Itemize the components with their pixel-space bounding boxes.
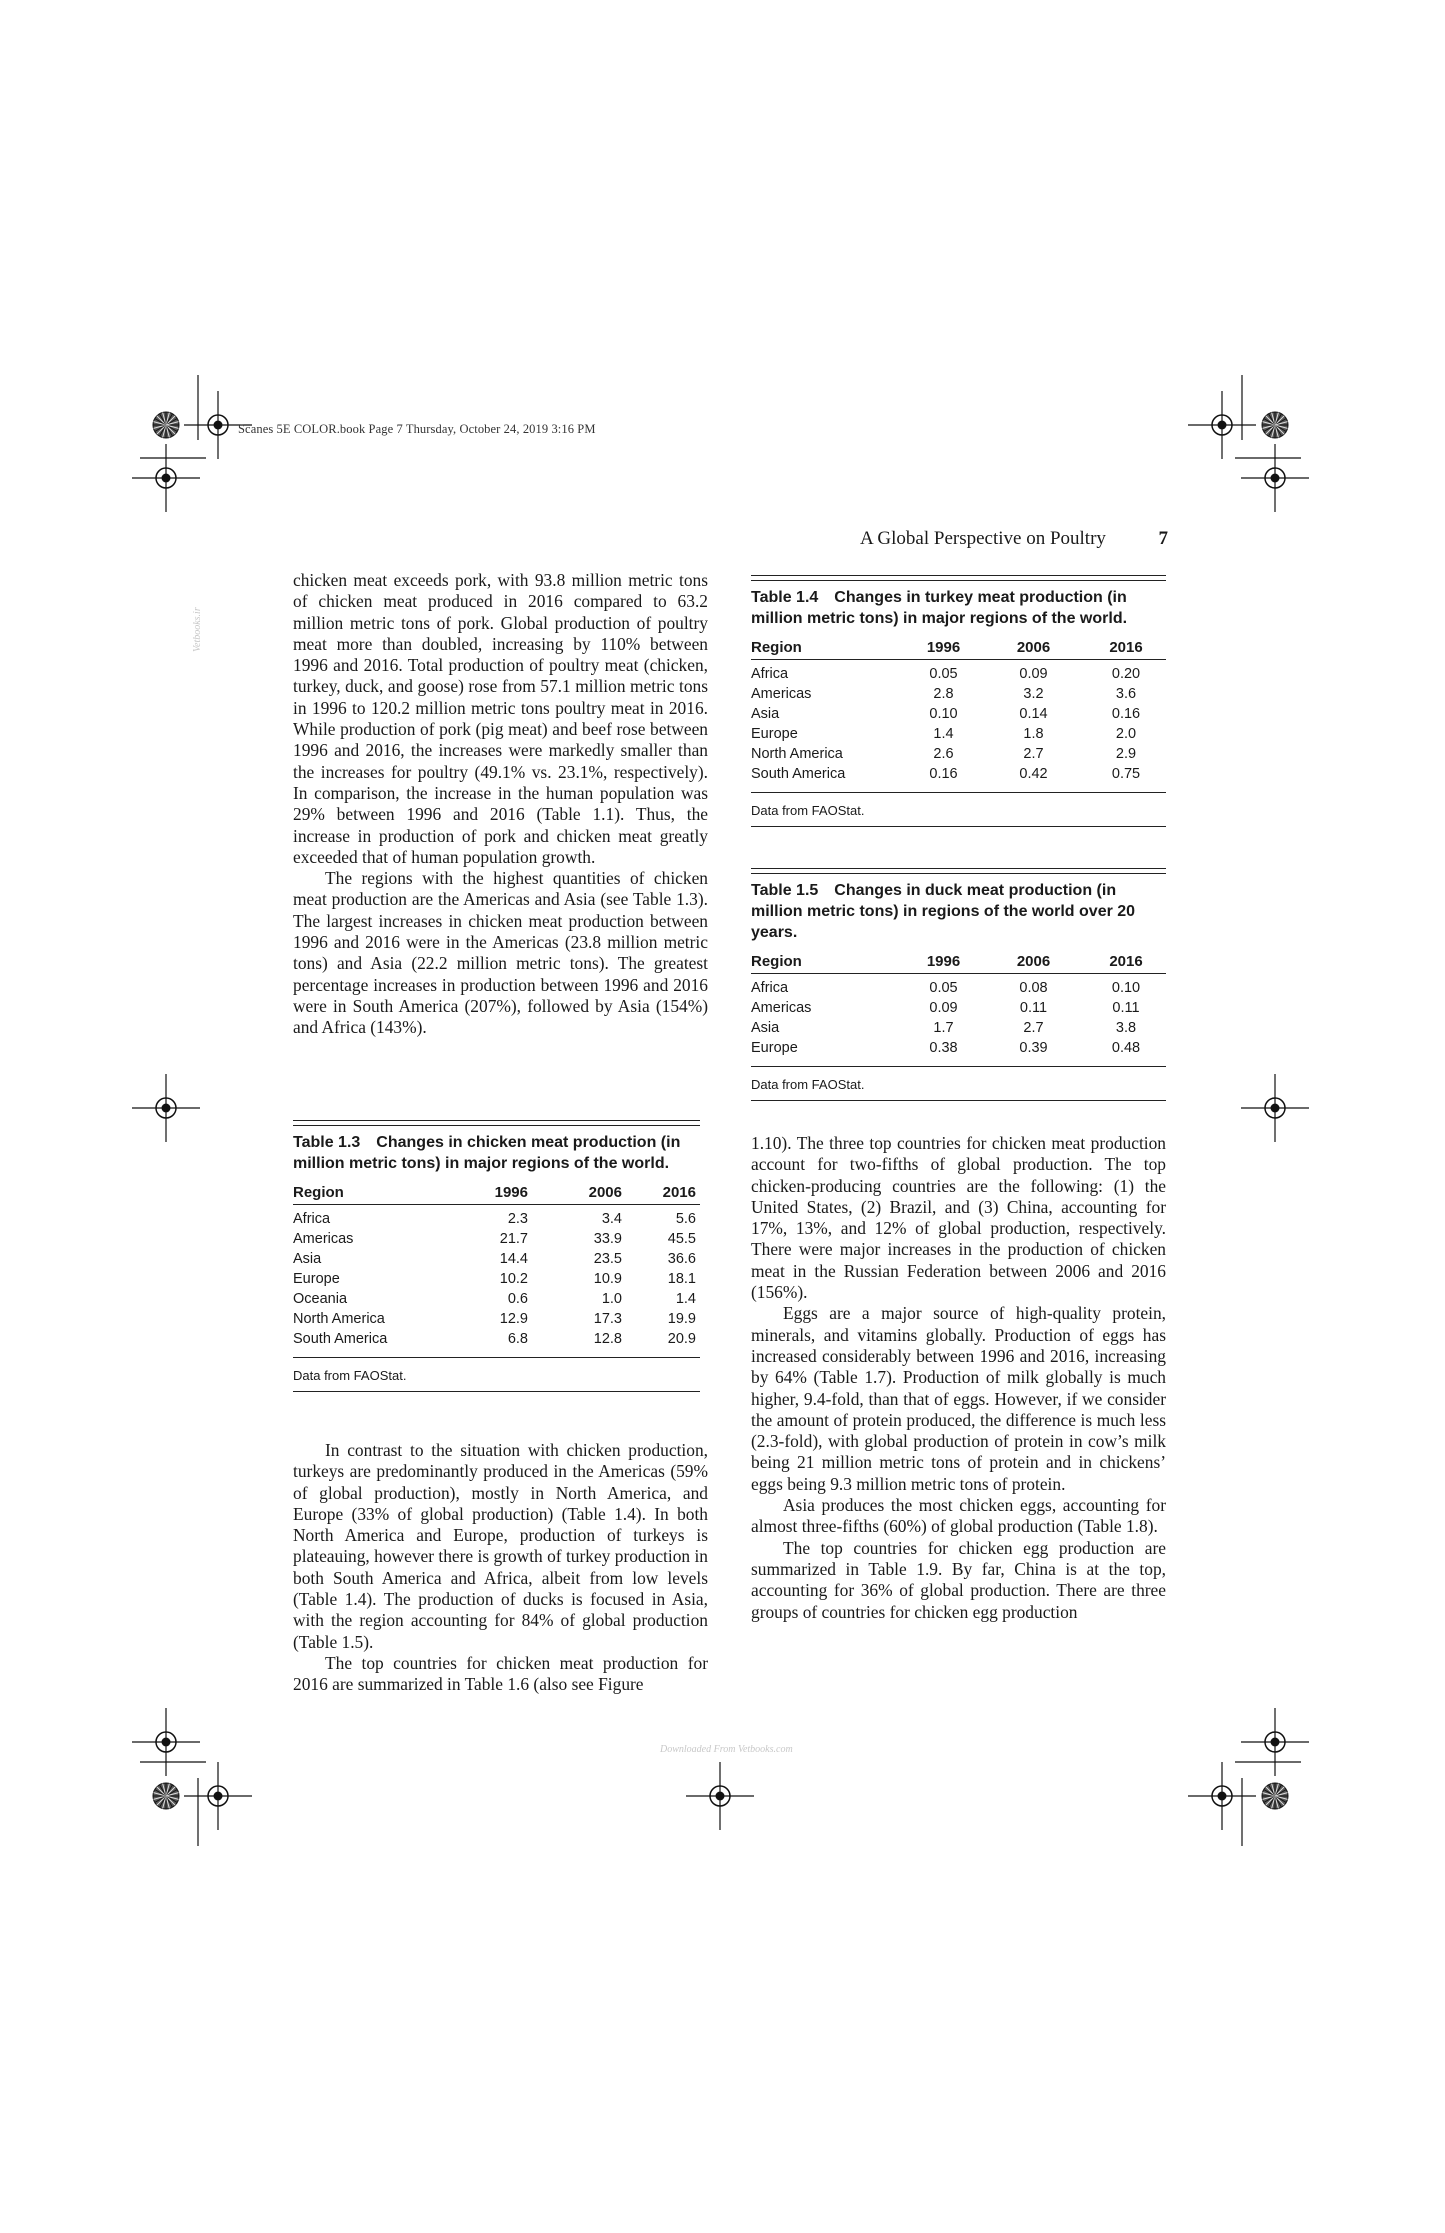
star-target-mark: [1262, 1783, 1288, 1809]
paragraph: Asia produces the most chicken eggs, accounting for almost three-fifths (60%) of global production (Table 1.8).: [751, 1495, 1166, 1537]
column-header-year: 2016: [1086, 953, 1166, 974]
table-caption-text: Changes in chicken meat production (in million metric tons) in major regions of the world.: [293, 1134, 681, 1172]
value-cell: 3.2: [1023, 686, 1044, 702]
value-cell: 2.0: [1115, 726, 1137, 742]
running-head: [860, 528, 1168, 550]
table-caption: [751, 880, 1166, 943]
value-cell: 18.1: [667, 1271, 696, 1287]
column-header-region: Region: [751, 639, 906, 660]
region-cell: Americas: [293, 1231, 354, 1247]
registration-mark: [1241, 1708, 1309, 1776]
paragraph: Eggs are a major source of high-quality protein, minerals, and vitamins globally. Production of eggs has increased considerably between 1996 and 2016, increasing by 64% (Table 1.7). Production of milk globally is much higher, 9.4-fold, than that of eggs. However, if we consider the amount of protein produced, the difference is much less (2.3-fold), with global production of protein in cow’s milk being 21 million metric tons of protein and in chickens’ eggs being 9.3 million metric tons of protein.: [751, 1303, 1166, 1494]
column-header-year: 2006: [532, 1184, 626, 1205]
table-source: Data from FAOStat.: [751, 1066, 1166, 1101]
value-cell: 36.6: [667, 1251, 696, 1267]
region-cell: North America: [751, 746, 843, 762]
value-cell: 45.5: [667, 1231, 696, 1247]
column-header-year: 2016: [1086, 639, 1166, 660]
value-cell: 2.6: [933, 746, 954, 762]
table-1-5: [751, 868, 1166, 1101]
value-cell: 1.0: [601, 1291, 622, 1307]
paragraph: In contrast to the situation with chicken production, turkeys are predominantly produced in the Americas (59% of global production), mostly in North America, and Europe (33% of global production) (Table 1.4). In both North America and Europe, production of turkeys is plateauing, however there is growth of turkey production in both South America and Africa, albeit from low levels (Table 1.4). The production of ducks is focused in Asia, with the region accounting for 84% of global production (Table 1.5).: [293, 1440, 708, 1652]
value-cell: 0.42: [1019, 766, 1048, 782]
value-cell: 1.4: [675, 1291, 696, 1307]
table-1-3: [293, 1120, 700, 1392]
value-cell: 1.4: [933, 726, 954, 742]
value-cell: 0.09: [929, 1000, 958, 1016]
region-cell: Oceania: [293, 1291, 348, 1307]
side-watermark: Vetbooks.ir: [192, 607, 203, 652]
table-caption-text: Changes in turkey meat production (in million metric tons) in major regions of the world.: [751, 589, 1128, 627]
value-cell: 20.9: [667, 1331, 696, 1347]
value-cell: 2.9: [1115, 746, 1137, 762]
table-row: [293, 1289, 700, 1309]
table-row: [751, 1018, 1166, 1038]
column-header-year: 1996: [906, 953, 981, 974]
table-row: [293, 1309, 700, 1329]
value-cell: 21.7: [499, 1231, 528, 1247]
column-header-year: 2016: [626, 1184, 700, 1205]
star-target-mark: [1262, 412, 1288, 438]
value-cell: 10.9: [593, 1271, 622, 1287]
table-row: [751, 1038, 1166, 1058]
value-cell: 14.4: [499, 1251, 528, 1267]
registration-mark: [686, 1762, 754, 1830]
region-cell: Africa: [751, 666, 789, 682]
value-cell: 0.39: [1019, 1040, 1048, 1056]
table-row: [293, 1229, 700, 1249]
value-cell: 17.3: [593, 1311, 622, 1327]
table-1-4: [751, 575, 1166, 827]
registration-mark: [1188, 1762, 1256, 1830]
table-row: [751, 974, 1166, 999]
registration-mark: [132, 444, 200, 512]
page-number: 7: [1158, 528, 1168, 549]
table-rule: [751, 575, 1166, 581]
value-cell: 0.75: [1111, 766, 1141, 782]
value-cell: 0.09: [1019, 666, 1048, 682]
value-cell: 23.5: [593, 1251, 622, 1267]
region-cell: Asia: [751, 706, 780, 722]
data-table: [293, 1184, 700, 1349]
paragraph: 1.10). The three top countries for chicken meat production account for two-fifths of global production. The top chicken-producing countries are the following: (1) the United States, (2) Brazil, and (3) China, accounting for 17%, 13%, and 12% of global production, respectively. There were major increases in the production of chicken meat in the Russian Federation between 2006 and 2016 (156%).: [751, 1133, 1166, 1303]
region-cell: Europe: [293, 1271, 340, 1287]
table-rule: [751, 868, 1166, 874]
table-row: [751, 684, 1166, 704]
table-row: [293, 1329, 700, 1349]
left-column-bottom: [293, 1440, 708, 1696]
table-row: [293, 1205, 700, 1230]
value-cell: 0.38: [929, 1040, 958, 1056]
value-cell: 0.10: [929, 706, 958, 722]
column-header-region: Region: [293, 1184, 418, 1205]
table-row: [751, 764, 1166, 784]
data-table: [751, 639, 1166, 784]
bottom-watermark: Downloaded From Vetbooks.com: [660, 1744, 793, 1755]
table-number: Table 1.4: [751, 589, 819, 606]
table-caption: [293, 1132, 700, 1174]
value-cell: 0.48: [1111, 1040, 1141, 1056]
value-cell: 0.16: [1111, 706, 1141, 722]
value-cell: 12.8: [593, 1331, 622, 1347]
region-cell: Americas: [751, 1000, 812, 1016]
value-cell: 2.7: [1023, 1020, 1044, 1036]
column-header-year: 2006: [981, 953, 1086, 974]
table-row: [293, 1249, 700, 1269]
print-slug: Scanes 5E COLOR.book Page 7 Thursday, October 24, 2019 3:16 PM: [238, 422, 596, 436]
value-cell: 12.9: [499, 1311, 528, 1327]
running-head-title: A Global Perspective on Poultry: [860, 528, 1106, 549]
registration-mark: [132, 1708, 200, 1776]
value-cell: 0.6: [507, 1291, 528, 1307]
value-cell: 10.2: [499, 1271, 528, 1287]
value-cell: 0.05: [929, 666, 958, 682]
value-cell: 2.3: [507, 1211, 528, 1227]
star-target-mark: [153, 1783, 179, 1809]
region-cell: North America: [293, 1311, 385, 1327]
right-column: [751, 1133, 1166, 1623]
region-cell: Africa: [751, 980, 789, 996]
table-row: [751, 744, 1166, 764]
value-cell: 2.8: [933, 686, 954, 702]
table-row: [751, 998, 1166, 1018]
registration-mark: [1241, 1074, 1309, 1142]
data-table: [751, 953, 1166, 1058]
region-cell: Americas: [751, 686, 812, 702]
table-number: Table 1.5: [751, 882, 819, 899]
paragraph: chicken meat exceeds pork, with 93.8 million metric tons of chicken meat produced in 2016 compared to 63.2 million metric tons of pork. Global production of poultry meat more than doubled, increasing by 110% between 1996 and 2016. Total production of poultry meat (chicken, turkey, duck, and goose) rose from 57.1 million metric tons in 1996 to 120.2 million metric tons poultry meat in 2016. While production of pork (pig meat) and beef rose between 1996 and 2016, the increases were markedly smaller than the increases for poultry (49.1% vs. 23.1%, respectively). In comparison, the increase in the human population was 29% between 1996 and 2016 (Table 1.1). Thus, the increase in production of pork and chicken meat greatly exceeded that of human population growth.: [293, 570, 708, 867]
region-cell: Africa: [293, 1211, 331, 1227]
value-cell: 5.6: [675, 1211, 696, 1227]
value-cell: 0.20: [1111, 666, 1141, 682]
value-cell: 0.14: [1019, 706, 1048, 722]
column-header-year: 2006: [981, 639, 1086, 660]
region-cell: South America: [751, 766, 846, 782]
left-column-top: [293, 570, 708, 1039]
region-cell: Asia: [293, 1251, 322, 1267]
registration-mark: [132, 1074, 200, 1142]
registration-mark: [1241, 444, 1309, 512]
table-source: Data from FAOStat.: [293, 1357, 700, 1392]
value-cell: 3.8: [1115, 1020, 1137, 1036]
value-cell: 0.11: [1112, 1000, 1140, 1016]
paragraph: The top countries for chicken egg production are summarized in Table 1.9. By far, China is at the top, accounting for 36% of global production. There are three groups of countries for chicken egg production: [751, 1537, 1166, 1622]
table-row: [751, 724, 1166, 744]
column-header-year: 1996: [906, 639, 981, 660]
value-cell: 0.10: [1111, 980, 1141, 996]
value-cell: 6.8: [507, 1331, 528, 1347]
value-cell: 19.9: [667, 1311, 696, 1327]
value-cell: 3.6: [1115, 686, 1137, 702]
value-cell: 1.7: [933, 1020, 954, 1036]
registration-mark: [1188, 391, 1256, 459]
value-cell: 0.08: [1019, 980, 1048, 996]
table-caption: [751, 587, 1166, 629]
column-header-year: 1996: [418, 1184, 532, 1205]
value-cell: 0.11: [1019, 1000, 1048, 1016]
table-number: Table 1.3: [293, 1134, 361, 1151]
star-target-mark: [153, 412, 179, 438]
table-source: Data from FAOStat.: [751, 792, 1166, 827]
value-cell: 2.7: [1023, 746, 1044, 762]
region-cell: South America: [293, 1331, 388, 1347]
value-cell: 3.4: [601, 1211, 622, 1227]
column-header-region: Region: [751, 953, 906, 974]
paragraph: The top countries for chicken meat production for 2016 are summarized in Table 1.6 (also see Figure: [293, 1652, 708, 1695]
region-cell: Europe: [751, 726, 798, 742]
table-row: [293, 1269, 700, 1289]
region-cell: Asia: [751, 1020, 780, 1036]
paragraph: The regions with the highest quantities of chicken meat production are the Americas and Asia (see Table 1.3). The largest increases in chicken meat production between 1996 and 2016 were in the Americas (23.8 million metric tons) and Asia (22.2 million metric tons). The greatest percentage increases in production between 1996 and 2016 were in South America (207%), followed by Asia (154%) and Africa (143%).: [293, 868, 708, 1038]
table-row: [751, 704, 1166, 724]
registration-mark: [184, 1762, 252, 1830]
table-row: [751, 660, 1166, 685]
table-rule: [293, 1120, 700, 1126]
region-cell: Europe: [751, 1040, 798, 1056]
table-caption-text: Changes in duck meat production (in million metric tons) in regions of the world over 20 years.: [751, 882, 1136, 941]
value-cell: 1.8: [1023, 726, 1044, 742]
value-cell: 0.05: [929, 980, 958, 996]
value-cell: 33.9: [593, 1231, 622, 1247]
value-cell: 0.16: [929, 766, 958, 782]
